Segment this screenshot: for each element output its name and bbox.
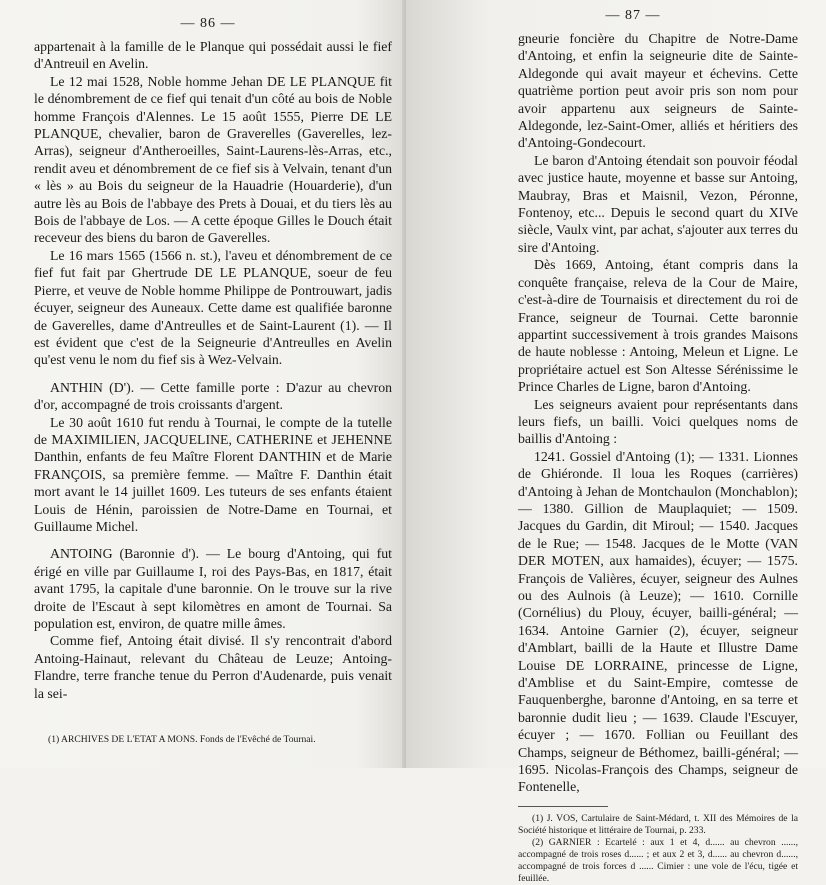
- paragraph: Le baron d'Antoing étendait son pouvoir féodal avec justice haute, moyenne et basse sur Antoing, Maubray, Bras et Maisnil, Vezon, Péronne, Fontenoy, etc... Depuis le second quart du XIVe siècle, Vaulx vint, par achat, s'ajouter aux terres du sire d'Antoing.: [518, 152, 798, 255]
- right-page: [406, 0, 826, 884]
- left-page: [0, 0, 406, 768]
- page-body: [518, 30, 798, 796]
- footnotes: [34, 734, 392, 746]
- footnote-rule: [518, 806, 608, 807]
- paragraph: Le 30 août 1610 fut rendu à Tournai, le compte de la tutelle de MAXIMILIEN, JACQUELINE, CATHERINE et JEHENNE Danthin, enfants de feu Maître Florent DANTHIN et de Marie FRANÇOIS, sa première femme. — Maître F. Danthin était mort avant le 14 juillet 1609. Les tuteurs de ses enfants étaient Louis de Hénin, paroissien de Notre-Dame en Tournai, et Guillaume Michel.: [34, 414, 392, 534]
- footnote-block: [518, 813, 798, 885]
- paragraph: appartenait à la famille de le Planque qui possédait aussi le fief d'Antreuil en Avelin.: [34, 39, 392, 72]
- page-number: — 87 —: [605, 8, 661, 23]
- paragraph: Les seigneurs avaient pour représentants dans leurs fiefs, un bailli. Voici quelques noms de baillis d'Antoing :: [518, 396, 798, 447]
- paragraph: Le 16 mars 1565 (1566 n. st.), l'aveu et dénombrement de ce fief fut fait par Ghertrude DE LE PLANQUE, soeur de feu Pierre, et veuve de Noble homme Philippe de Pontrouwart, jadis écuyer, seigneur des Auneaux. Cette dame est qualifiée baronne de Gaverelles, dame d'Antreulles et de Saint-Laurent (1). — Il est évident que c'est de la Seigneurie d'Antreulles en Avelin qu'est venu le nom du fief sis à Wez-Velvain.: [34, 247, 392, 368]
- paragraph: Dès 1669, Antoing, étant compris dans la conquête française, releva de la Cour de Maire, c'est-à-dire de Tournaisis et directement du roi de France, seigneur de Tournai. Cette baronnie appartint successivement à trois grandes Maisons de haute noblesse : Antoing, Meleun et Ligne. Le propriétaire actuel est Son Altesse Sérénissime le Prince Charles de Ligne, baron d'Antoing.: [518, 257, 798, 395]
- footnote: (2) GARNIER : Ecartelé : aux 1 et 4, d...... au chevron ......, accompagné de trois roses d...... ; et aux 2 et 3, d...... au chevron d......, accompagné de trois forces d ...... Cimier : une vole de l'écu, tigée et feuillée.: [518, 836, 798, 884]
- paragraph: ANTOING (Baronnie d'). — Le bourg d'Antoing, qui fut érigé en ville par Guillaume I, roi des Pays-Bas, en 1817, était avant 1795, la capitale d'une baronnie. On le trouve sur la rive droite de l'Escaut à sept kilomètres en amont de Tournai. Sa population est, environ, de quatre mille âmes.: [34, 546, 392, 631]
- paragraph: 1241. Gossiel d'Antoing (1); — 1331. Lionnes de Ghiéronde. Il loua les Roques (carrières) d'Antoing à Jehan de Montchaulon (Monchablon); — 1380. Gillion de Mauplaquiet; — 1509. Jacques du Gardin, dit Miroul; — 1540. Jacques de le Rue; — 1548. Jacques de le Motte (VAN DER MOTEN, aux hamaides), écuyer; — 1575. François de Valières, écuyer, seigneur des Aulnes ou des Aulnois (à Leuze); — 1610. Cornille (Cornélius) du Plouy, écuyer, bailli-général; — 1634. Antoine Garnier (2), écuyer, seigneur d'Amblart, bailli de la Haute et Illustre Dame Louise DE LORRAINE, princesse de Ligne, d'Amblise et du Saint-Empire, comtesse de Fauquenberghe, baronne d'Antoing, en sa terre et baronnie dudit lieu ; — 1639. Claude l'Escuyer, écuyer ; — 1670. Follian ou Feuillant des Champs, seigneur de Béthomez, bailli-général; — 1695. Nicolas-François des Champs, seigneur de Fontenelle,: [518, 448, 798, 795]
- page-number: — 86 —: [180, 16, 236, 31]
- paragraph: Le 12 mai 1528, Noble homme Jehan DE LE PLANQUE fit le dénombrement de ce fief qui tenait d'un côté au bois de Noble homme François d'Alennes. Le 15 août 1555, Pierre DE LE PLANQUE, chevalier, baron de Graverelles (Gaverelles, lez-Arras), seigneur d'Antheroeilles, Saint-Laurens-lès-Arras, etc., rendit aveu et dénombrement de ce fief sis à Velvain, tenant d'un « lès » au Bois du seigneur de la Hauadrie (Houarderie), d'un autre lès au Bois de l'abbaye des Prets à Douai, et du tiers lès au Bois de l'abbaye de Los. — A cette époque Gilles le Douch était receveur des biens du baron de Gaverelles.: [34, 73, 392, 246]
- footnote-block: [34, 734, 392, 746]
- footnote: (1) J. VOS, Cartulaire de Saint-Médard, t. XII des Mémoires de la Société historique et littéraire de Tournai, p. 233.: [518, 812, 798, 836]
- paragraph: gneurie foncière du Chapitre de Notre-Dame d'Antoing, et enfin la seigneurie dite de Sainte-Aldegonde qui avait mayeur et échevins. Cette quatrième portion peut avoir pris son nom pour avoir appartenu aux seigneurs de Sainte-Aldegonde, lez-Saint-Omer, alliés et héritiers des d'Antoing-Gondecourt.: [518, 31, 798, 151]
- paragraph: Comme fief, Antoing était divisé. Il s'y rencontrait d'abord Antoing-Hainaut, relevant du Château de Leuze; Antoing-Flandre, terre franche tenue du Perron d'Audenarde, puis venait la sei-: [34, 633, 392, 701]
- page-body: [34, 38, 392, 702]
- footnote: (1) ARCHIVES DE L'ETAT A MONS. Fonds de l'Evêché de Tournai.: [48, 734, 316, 745]
- paragraph: ANTHIN (D'). — Cette famille porte : D'azur au chevron d'or, accompagné de trois croissants d'argent.: [34, 379, 392, 413]
- footnotes: [518, 806, 798, 885]
